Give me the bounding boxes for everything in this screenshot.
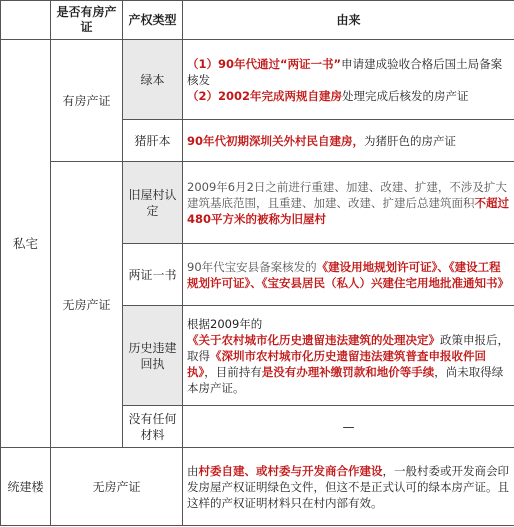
group-private: 私宅 — [1, 40, 51, 448]
green-l1-red: （1）90年代通过“两证一书” — [187, 56, 342, 71]
desc-old — [183, 162, 514, 244]
row-green — [1, 40, 514, 120]
twocert-red: 《建设用地规划许可证》、《建设工程规划许可证》、《宝安县居民（私人）兴建住宅用地批准通知书》 — [187, 259, 509, 290]
type-green: 绿本 — [123, 40, 183, 120]
old-red: 不超过480平方米的被称为旧屋村 — [187, 195, 509, 226]
unified-cert: 无房产证 — [51, 448, 183, 526]
history-p4: ，尚未取得绿本房产证。 — [187, 364, 504, 395]
type-old: 旧屋村认定 — [123, 162, 183, 244]
history-p3: ，目前持有 — [204, 364, 262, 379]
header-origin: 由来 — [183, 1, 514, 40]
pig-red: 90年代初期深圳关外村民自建房， — [187, 133, 365, 148]
desc-unified — [183, 448, 514, 526]
history-r2: 《深圳市农村城市化历史遗留违法建筑普查申报收件回执》 — [187, 348, 486, 379]
group-unified: 统建楼 — [1, 448, 51, 526]
desc-none: — — [183, 406, 514, 448]
unified-r1: 村委自建、或村委与开发商合作建设 — [198, 463, 383, 478]
history-r1: 《关于农村城市化历史遗留违法建筑的处理决定》 — [187, 332, 440, 347]
row-old — [1, 162, 514, 244]
desc-green — [183, 40, 514, 120]
desc-pig — [183, 120, 514, 162]
header-type: 产权类型 — [123, 1, 183, 40]
green-l2-plain: 处理完成后核发的房产证 — [342, 88, 469, 103]
old-plain: 2009年6月2日之前进行重建、加建、改建、扩建，不涉及扩大建筑基底范围，且重建、加建、改建、扩建后总建筑面积 — [187, 179, 507, 210]
desc-twocert — [183, 244, 514, 306]
type-history: 历史违建回执 — [123, 306, 183, 406]
unified-p2: ，一般村委或开发商会印发房屋产权证明绿色文件，但这不是正式认可的绿本房产证。且这样的产权证明材料只在村内部有效。 — [187, 463, 509, 510]
row-unified — [1, 448, 514, 526]
desc-history — [183, 306, 514, 406]
history-p2: 政策申报后，取得 — [187, 332, 509, 363]
green-l2-red: （2）2002年完成两规自建房 — [187, 88, 343, 103]
twocert-plain: 90年代宝安县备案核发的 — [187, 259, 317, 274]
header-row — [1, 1, 514, 40]
unified-p1: 由 — [187, 463, 199, 478]
type-none: 没有任何材料 — [123, 406, 183, 448]
type-twocert: 两证一书 — [123, 244, 183, 306]
green-l1-plain: 申请建成验收合格后国土局备案核发 — [187, 56, 503, 87]
history-p1: 根据2009年的 — [187, 316, 263, 331]
type-pig: 猪肝本 — [123, 120, 183, 162]
history-r3: 是没有办理补缴罚款和地价等手续 — [261, 364, 435, 379]
pig-plain: 为猪肝色的房产证 — [364, 133, 457, 148]
header-col1 — [1, 1, 51, 40]
header-has-cert: 是否有房产证 — [51, 1, 123, 40]
group-has-cert: 有房产证 — [51, 40, 123, 162]
group-no-cert: 无房产证 — [51, 162, 123, 448]
